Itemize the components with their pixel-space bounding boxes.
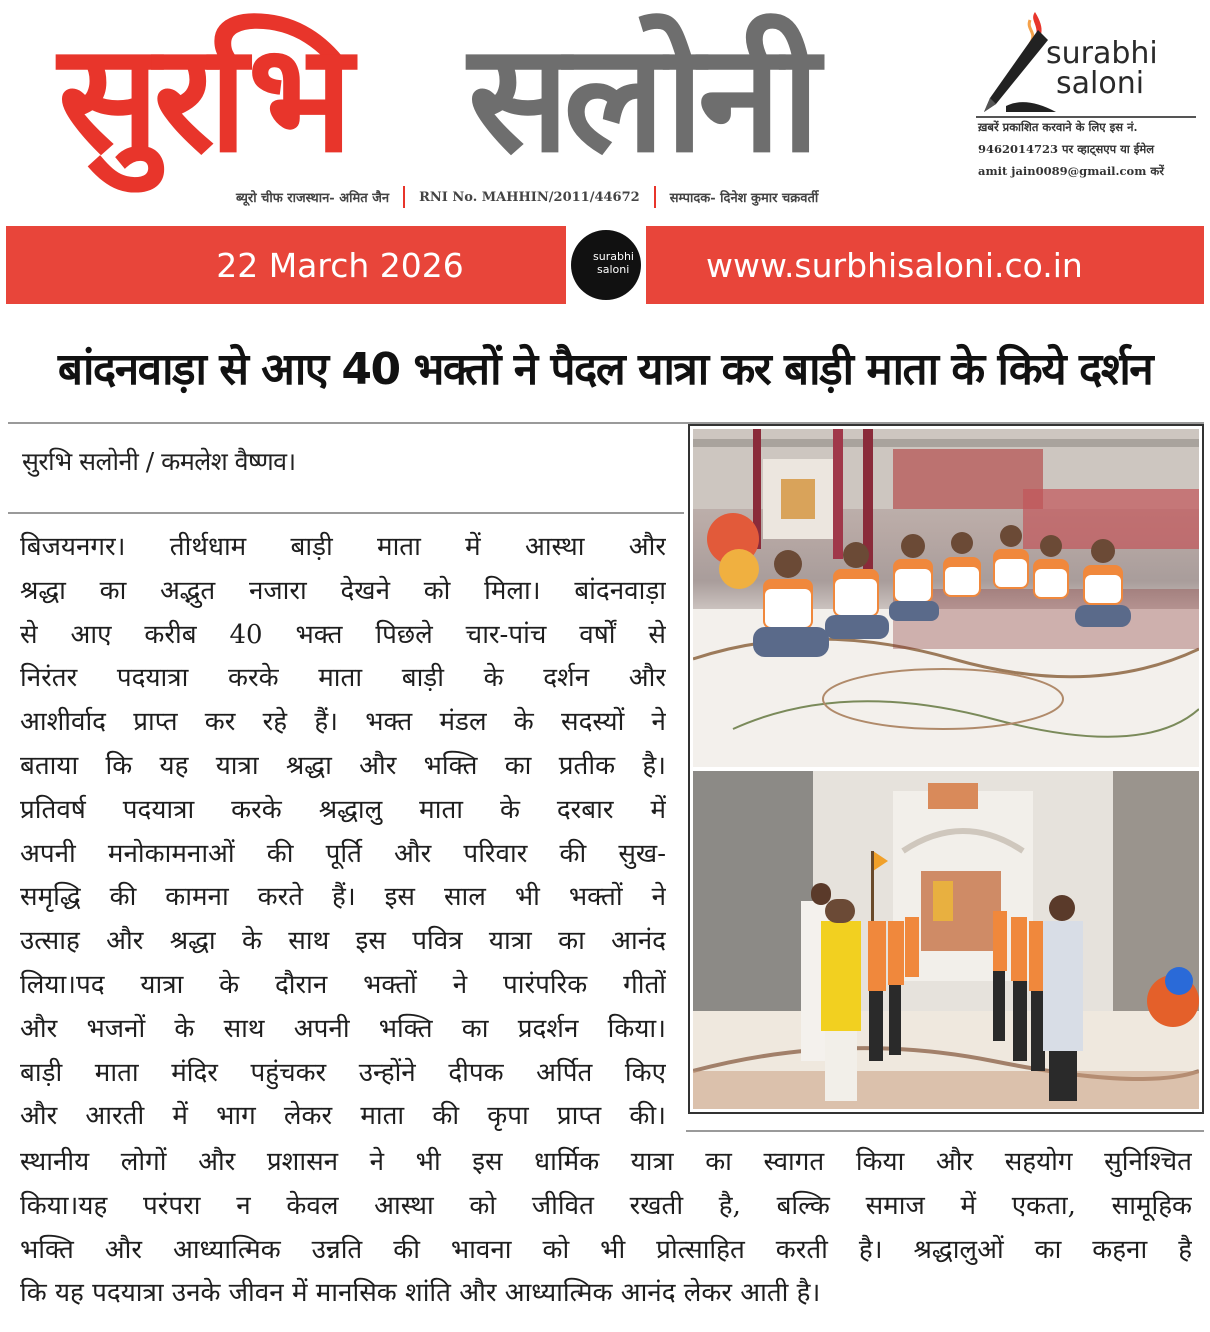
pen-nib-icon	[976, 26, 1056, 116]
band-logo-circle	[571, 230, 641, 300]
contact-line: ख़बरें प्रकाशित करवाने के लिए इस नं.	[978, 120, 1138, 134]
photo-devotees-seated	[693, 429, 1199, 767]
photo-devotees-seated-illustration	[693, 429, 1199, 767]
article-body-column	[20, 526, 666, 1139]
body-line: बाड़ी माता मंदिर पहुंचकर उन्होंने दीपक अर्पित किए	[20, 1057, 666, 1088]
body-line: बिजयनगर। तीर्थधाम बाड़ी माता में आस्था और	[20, 532, 666, 562]
body-line: लिया।पद यात्रा के दौरान भक्तों ने पारंपरिक गीतों	[20, 969, 666, 1000]
article-headline: बांदनवाड़ा से आए 40 भक्तों ने पैदल यात्रा कर बाड़ी माता के किये दर्शन	[57, 344, 1153, 395]
body-line: से आए करीब 40 भक्त पिछले चार-पांच वर्षों से	[20, 619, 666, 650]
body-line: कि यह पदयात्रा उनके जीवन में मानसिक शांति और आध्यात्मिक आनंद लेकर आती है।	[20, 1278, 821, 1309]
surabhi-saloni-logo	[976, 8, 1196, 108]
editor-credit: सम्पादक- दिनेश कुमार चक्रवर्ती	[669, 191, 819, 206]
credits-divider	[403, 186, 405, 208]
date-band	[6, 226, 1204, 304]
rni-number: RNI No. MAHHIN/2011/44672	[419, 189, 640, 205]
masthead-title-saloni: सलोनी	[468, 12, 815, 186]
band-logo-word-saloni: saloni	[597, 263, 630, 276]
contact-line: 9462014723 पर व्हाट्सएप या ईमेल	[978, 142, 1155, 156]
logo-word-saloni: saloni	[1056, 66, 1145, 101]
body-line: समृद्धि की कामना करते हैं। इस साल भी भक्तों ने	[20, 882, 666, 913]
band-logo-word-surabhi: surabhi	[593, 250, 634, 263]
bureau-chief: ब्यूरो चीफ राजस्थान- अमित जैन	[236, 191, 390, 206]
body-line: निरंतर पदयात्रा करके माता बाड़ी के दर्शन और	[20, 663, 666, 694]
article-body-wide	[20, 1141, 1192, 1316]
body-line: प्रतिवर्ष पदयात्रा करके श्रद्धालु माता के दरबार में	[20, 794, 666, 825]
masthead	[0, 0, 1210, 222]
contact-info	[978, 116, 1192, 182]
body-line: और आरती में भाग लेकर माता की कृपा प्राप्त की।	[20, 1101, 666, 1132]
body-line: किया।यह परंपरा न केवल आस्था को जीवित रखती है, बल्कि समाज में एकता, सामूहिक	[20, 1190, 1192, 1221]
body-line: स्थानीय लोगों और प्रशासन ने भी इस धार्मिक यात्रा का स्वागत किया और सहयोग सुनिश्चित	[20, 1147, 1192, 1177]
credits-divider	[654, 186, 656, 208]
byline-rule	[8, 512, 684, 514]
masthead-credits	[236, 182, 818, 212]
article-byline: सुरभि सलोनी / कमलेश वैष्णव।	[22, 447, 296, 476]
body-line: उत्साह और श्रद्धा के साथ इस पवित्र यात्रा का आनंद	[20, 926, 666, 957]
body-line: श्रद्धा का अद्भुत नजारा देखने को मिला। बांदनवाड़ा	[20, 575, 666, 606]
band-logo	[566, 226, 646, 304]
body-line: अपनी मनोकामनाओं की पूर्ति और परिवार की सुख-	[20, 838, 666, 869]
body-line: भक्ति और आध्यात्मिक उन्नति की भावना को भी प्रोत्साहित करती है। श्रद्धालुओं का कहना है	[20, 1234, 1192, 1265]
photo-devotees-at-temple-illustration	[693, 771, 1199, 1109]
column-end-rule	[686, 1130, 1204, 1132]
issue-date: 22 March 2026	[216, 245, 464, 285]
logo-word-surabhi: surabhi	[1046, 36, 1158, 71]
contact-line: amit jain0089@gmail.com करें	[978, 164, 1164, 178]
body-line: और भजनों के साथ अपनी भक्ति का प्रदर्शन किया।	[20, 1013, 666, 1044]
body-line: आशीर्वाद प्राप्त कर रहे हैं। भक्त मंडल के सदस्यों ने	[20, 707, 666, 738]
website-url[interactable]: www.surbhisaloni.co.in	[706, 245, 1083, 285]
body-line: बताया कि यह यात्रा श्रद्धा और भक्ति का प्रतीक है।	[20, 750, 666, 781]
masthead-title-surabhi: सुरभि	[58, 12, 348, 186]
photo-devotees-at-temple	[693, 771, 1199, 1109]
